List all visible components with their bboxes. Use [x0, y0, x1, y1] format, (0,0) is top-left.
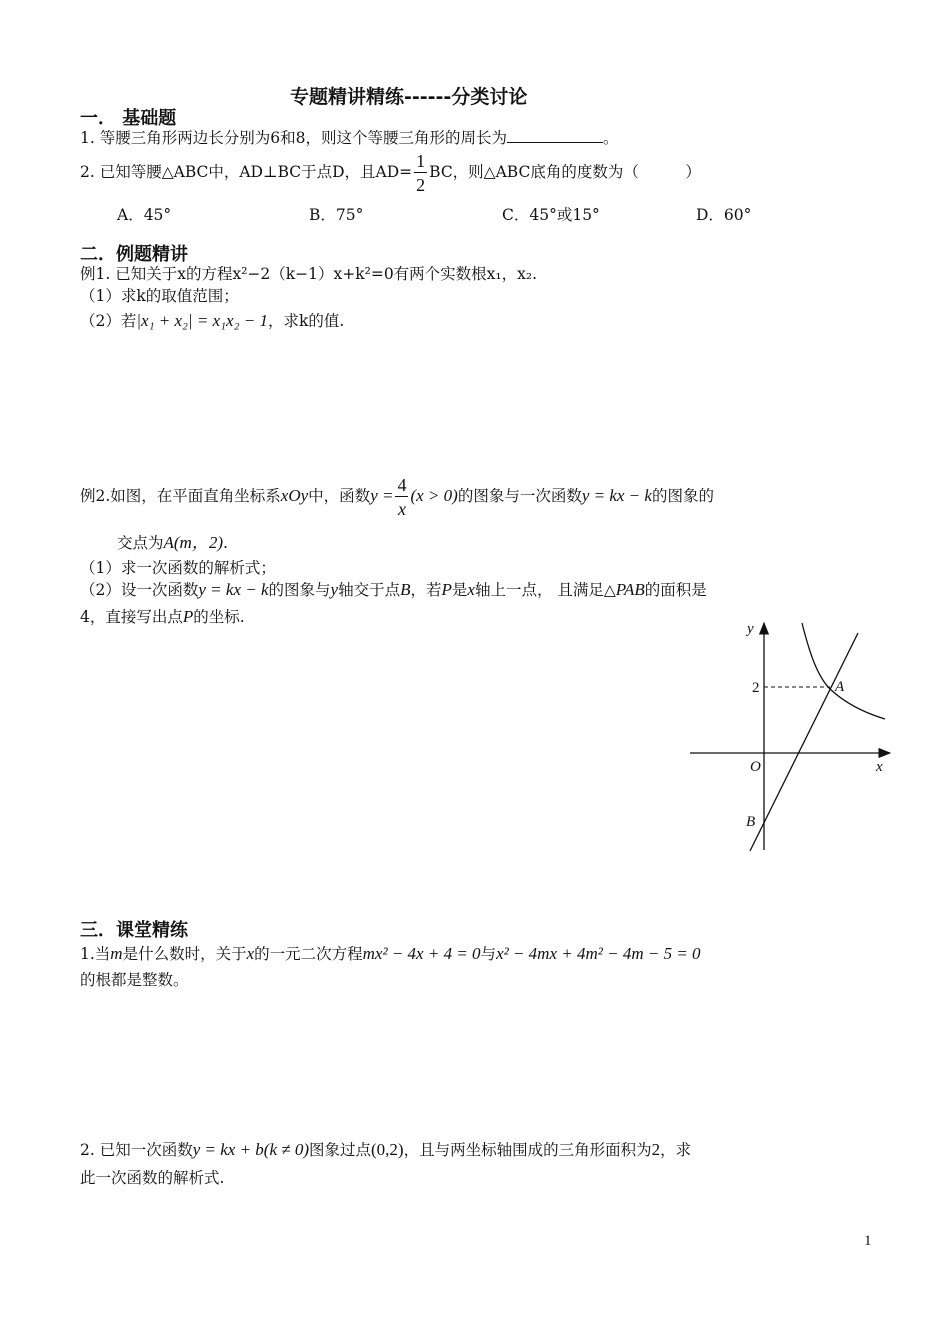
section-heading-examples: 二．例题精讲: [80, 244, 188, 265]
example-2-line-2: 交点为A(m，2).: [117, 533, 228, 552]
point-b-label: B: [746, 814, 756, 830]
fraction-one-half: $\frac{1}{2}$: [416, 151, 426, 195]
option-a: A．45°: [117, 206, 172, 224]
question-1: [80, 126, 618, 148]
section-heading-practice: 三．课堂精练: [80, 920, 188, 941]
practice-2-line-2: 此一次函数的解析式.: [80, 1169, 225, 1187]
page-number: 1: [864, 1233, 872, 1249]
answer-blank: [507, 128, 603, 143]
example-1-line-2: （1）求k的取值范围；: [80, 287, 239, 305]
practice-1-line-2: 的根都是整数。: [80, 971, 189, 989]
linear-function-line: [750, 633, 858, 851]
fraction-four-over-x: $\frac{4}{x}$: [397, 475, 407, 519]
x-axis-label: x: [876, 759, 883, 775]
section-heading-basic: 一． 基础题: [80, 108, 177, 129]
y-axis-label: y: [747, 621, 754, 637]
example-1-line-3: （2）若|x₁ + x₂| = x₁x₂ − 1，求k的值.: [80, 311, 345, 330]
absolute-value-equation: |x₁ + x₂| = x₁x₂ − 1: [136, 311, 268, 330]
example-2-line-3: （1）求一次函数的解析式；: [80, 559, 276, 577]
option-b: B．75°: [309, 206, 364, 224]
example-2-line-4: （2）设一次函数y = kx − k的图象与y轴交于点B，若P是x轴上一点， 且满足△PAB的面积是: [80, 580, 707, 599]
practice-2-line-1: 2. 已知一次函数y = kx + b(k ≠ 0)图象过点(0,2)，且与两坐标轴围成的三角形面积为2，求: [80, 1140, 692, 1159]
function-graph: [680, 615, 900, 860]
origin-label: O: [750, 759, 761, 775]
example-2-line-1: 例2.如图，在平面直角坐标系xOy中，函数y = $\frac{4}{x}$ (x > 0)的图象与一次函数y = kx − k的图象的: [80, 475, 714, 519]
point-a-label: A: [835, 679, 845, 695]
hyperbola-curve: [802, 623, 885, 719]
example-2-line-5: 4，直接写出点P的坐标.: [80, 607, 245, 626]
practice-1-line-1: 1.当m是什么数时，关于x的一元二次方程mx² − 4x + 4 = 0与x² − 4mx + 4m² − 4m − 5 = 0: [80, 944, 701, 963]
question-2: [80, 152, 701, 194]
question-1-end: 。: [602, 129, 619, 147]
question-2-post: BC，则△ABC底角的度数为（ ）: [429, 163, 701, 181]
option-d: D．60°: [696, 206, 752, 224]
example-1-line-1: 例1. 已知关于x的方程x²−2（k−1）x+k²=0有两个实数根x₁，x₂.: [80, 265, 538, 283]
page-title: 专题精讲精练------分类讨论: [290, 86, 528, 108]
option-c: C．45°或15°: [502, 206, 600, 224]
question-1-text: 1. 等腰三角形两边长分别为6和8，则这个等腰三角形的周长为: [80, 129, 507, 147]
question-2-pre: 2. 已知等腰△ABC中，AD⊥BC于点D，且AD=: [80, 163, 413, 181]
y-tick-2: 2: [752, 680, 760, 696]
